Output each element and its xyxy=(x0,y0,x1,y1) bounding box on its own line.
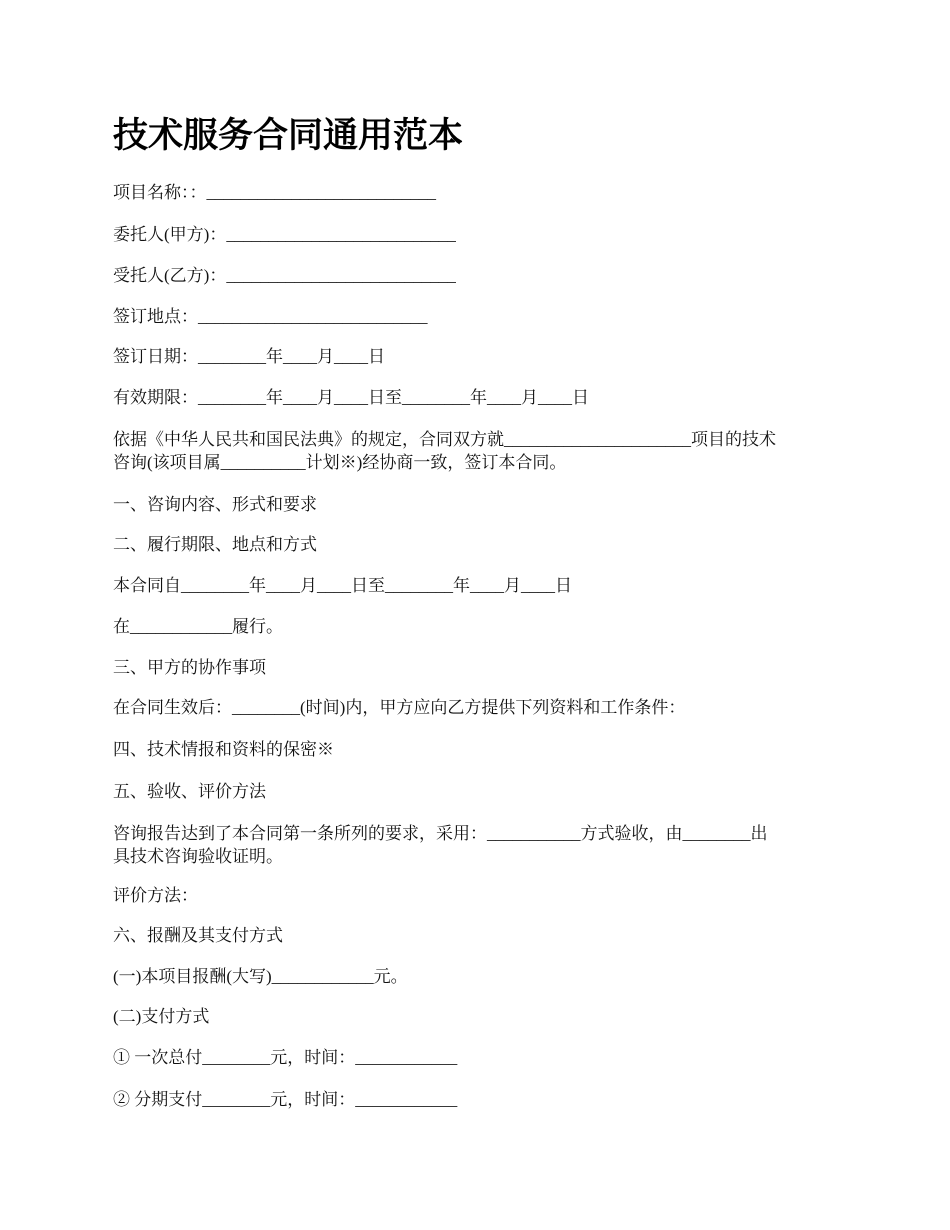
signing-place-line: 签订地点：___________________________ xyxy=(113,307,428,326)
installment-payment-line: ② 分期支付________元，时间：____________ xyxy=(113,1090,458,1109)
section-5-heading: 五、验收、评价方法 xyxy=(113,782,266,801)
section-3-heading: 三、甲方的协作事项 xyxy=(113,658,266,677)
client-party-a-line: 委托人(甲方)：___________________________ xyxy=(113,225,456,244)
section-1-heading: 一、咨询内容、形式和要求 xyxy=(113,495,317,514)
section-2-heading: 二、履行期限、地点和方式 xyxy=(113,535,317,554)
basis-paragraph-line-2: 咨询(该项目属__________计划※)经协商一致，签订本合同。 xyxy=(113,453,567,472)
acceptance-paragraph-line-1: 咨询报告达到了本合同第一条所列的要求，采用：___________方式验收，由________出 xyxy=(113,824,768,843)
section-4-heading: 四、技术情报和资料的保密※ xyxy=(113,740,334,759)
evaluation-method-line: 评价方法： xyxy=(113,886,198,905)
basis-paragraph-line-1: 依据《中华人民共和国民法典》的规定，合同双方就______________________项目的技术 xyxy=(113,430,776,449)
signing-date-line: 签订日期：________年____月____日 xyxy=(113,347,385,366)
acceptance-paragraph-line-2: 具技术咨询验收证明。 xyxy=(113,847,283,866)
section-6-heading: 六、报酬及其支付方式 xyxy=(113,926,283,945)
payment-method-heading: (二)支付方式 xyxy=(113,1007,210,1026)
acceptance-paragraph xyxy=(113,822,833,868)
validity-period-line: 有效期限：________年____月____日至________年____月____日 xyxy=(113,388,589,407)
remuneration-amount-line: (一)本项目报酬(大写)____________元。 xyxy=(113,967,408,986)
basis-paragraph xyxy=(113,428,833,474)
lump-sum-payment-line: ① 一次总付________元，时间：____________ xyxy=(113,1048,458,1067)
project-name-line: 项目名称：：___________________________ xyxy=(113,183,436,202)
contractor-party-b-line: 受托人(乙方)：___________________________ xyxy=(113,266,456,285)
document-title: 技术服务合同通用范本 xyxy=(113,116,464,156)
cooperation-line: 在合同生效后：________(时间)内，甲方应向乙方提供下列资料和工作条件： xyxy=(113,698,686,717)
performance-place-line: 在____________履行。 xyxy=(113,617,283,636)
performance-period-line: 本合同自________年____月____日至________年____月____日 xyxy=(113,576,572,595)
